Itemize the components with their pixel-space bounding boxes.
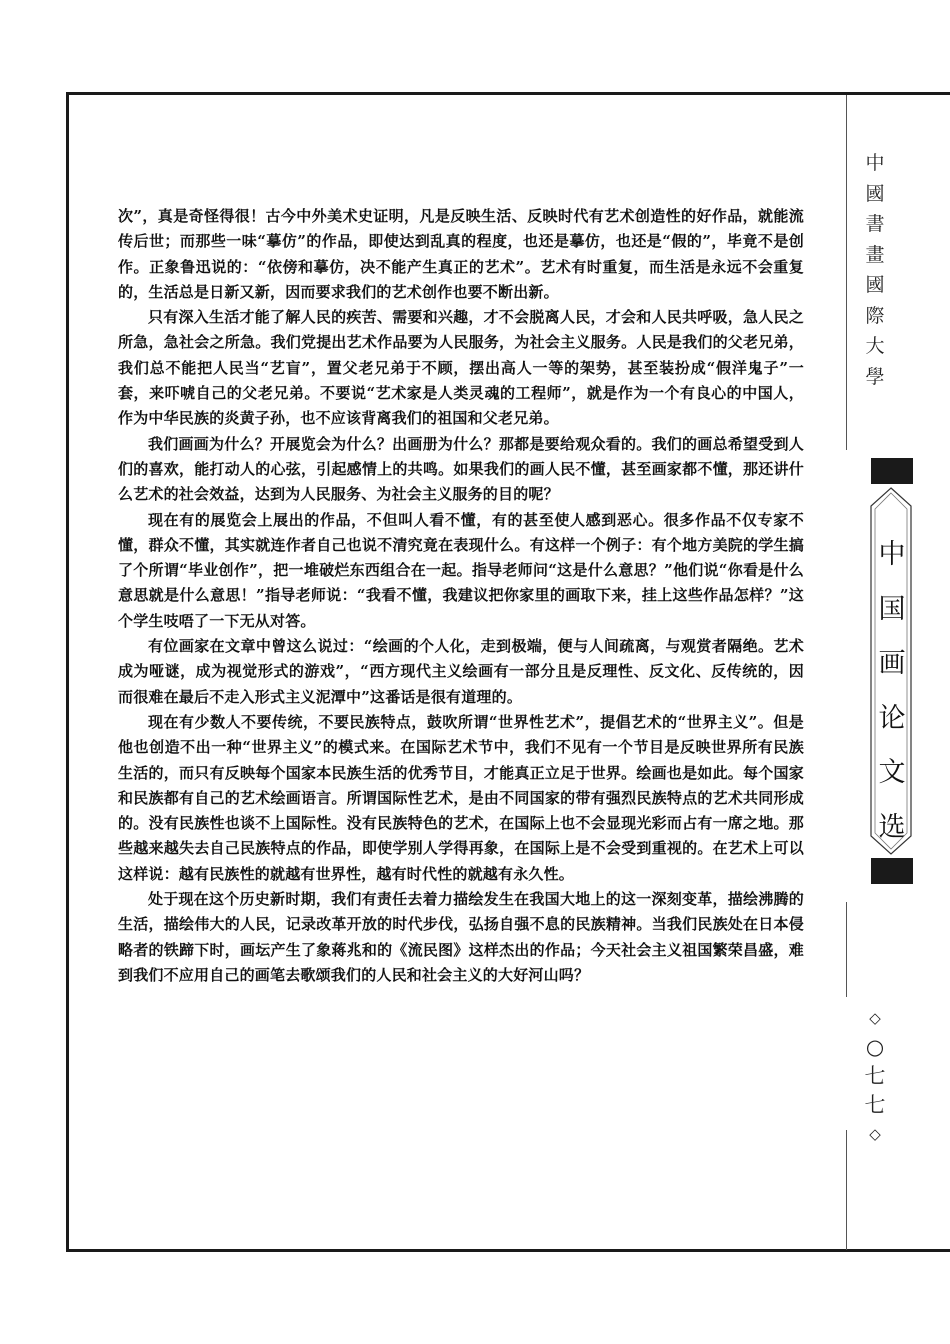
side-header-char: 中 bbox=[865, 152, 885, 174]
diamond-ornament-icon: ◇ bbox=[869, 1009, 881, 1027]
side-header-char: 國 bbox=[865, 274, 885, 296]
book-title-char: 中 bbox=[878, 539, 906, 570]
side-header-char: 書 bbox=[865, 213, 885, 235]
side-divider-line bbox=[846, 1130, 847, 1250]
book-title-char: 国 bbox=[878, 593, 906, 625]
page-number bbox=[862, 1004, 888, 1149]
side-header-university bbox=[862, 148, 888, 392]
page-number-char: ○ bbox=[865, 1035, 885, 1059]
cartouche-top-band bbox=[871, 458, 913, 484]
body-paragraph: 处于现在这个历史新时期，我们有责任去着力描绘发生在我国大地上的这一深刻变革，描绘沸腾的生活，描绘伟大的人民，记录改革开放的时代步伐，弘扬自强不息的民族精神。当我们民族处在日本侵略者的铁蹄下时，画坛产生了象蒋兆和的《流民图》这样杰出的作品；今天社会主义祖国繁荣昌盛，难到我们不应用自己的画笔去歌颂我们的人民和社会主义的大好河山吗？ bbox=[118, 890, 804, 984]
body-paragraph: 现在有的展览会上展出的作品，不但叫人看不懂，有的甚至使人感到恶心。很多作品不仅专家不懂，群众不懂，其实就连作者自己也说不清究竟在表现什么。有这样一个例子：有个地方美院的学生搞了个所谓“毕业创作”，把一堆破烂东西组合在一起。指导老师问“这是什么意思？”他们说“你看是什么意思就是什么意思！”指导老师说：“我看不懂，我建议把你家里的画取下来，挂上这些作品怎样？”这个学生吱唔了一下无从对答。 bbox=[118, 510, 804, 630]
book-title-char: 选 bbox=[878, 811, 906, 843]
book-title-char: 画 bbox=[878, 648, 906, 679]
side-divider-line bbox=[846, 95, 847, 450]
side-header-char: 畫 bbox=[865, 243, 885, 266]
page-number-char: 七 bbox=[864, 1064, 886, 1088]
frame-top-border bbox=[66, 92, 950, 95]
diamond-ornament-icon: ◇ bbox=[869, 1125, 881, 1143]
body-paragraph: 次”，真是奇怪得很！古今中外美术史证明，凡是反映生活、反映时代有艺术创造性的好作品，就能流传后世；而那些一味“摹仿”的作品，即使达到乱真的程度，也还是摹仿，也还是“假的”，毕竟不是创作。正象鲁迅说的：“依傍和摹仿，决不能产生真正的艺术”。艺术有时重复，而生活是永远不会重复的，生活总是日新又新，因而要求我们的艺术创作也要不断出新。 bbox=[118, 207, 804, 301]
book-title-char: 文 bbox=[878, 757, 906, 788]
side-header-char: 大 bbox=[865, 335, 885, 357]
body-paragraph: 只有深入生活才能了解人民的疾苦、需要和兴趣，才不会脱离人民，才会和人民共呼吸，急人民之所急，急社会之所急。我们党提出艺术作品要为人民服务，为社会主义服务。人民是我们的父老兄弟，我们总不能把人民当“艺盲”，置父老兄弟于不顾，摆出高人一等的架势，甚至装扮成“假洋鬼子”一套，来吓唬自己的父老兄弟。不要说“艺术家是人类灵魂的工程师”，就是作为一个有良心的中国人，作为中华民族的炎黄子孙，也不应该背离我们的祖国和父老兄弟。 bbox=[118, 308, 804, 428]
book-title-char: 论 bbox=[878, 702, 906, 734]
book-title bbox=[871, 528, 913, 855]
side-header-char: 學 bbox=[865, 365, 885, 388]
cartouche-bottom-band bbox=[871, 858, 913, 884]
body-paragraph: 我们画画为什么？开展览会为什么？出画册为什么？那都是要给观众看的。我们的画总希望受到人们的喜欢，能打动人的心弦，引起感情上的共鸣。如果我们的画人民不懂，甚至画家都不懂，那还讲什么艺术的社会效益，达到为人民服务、为社会主义服务的目的呢？ bbox=[118, 434, 804, 504]
frame-left-border bbox=[66, 92, 69, 1252]
body-text bbox=[118, 204, 804, 988]
side-header-char: 際 bbox=[865, 304, 885, 327]
side-header-char: 國 bbox=[865, 182, 885, 205]
frame-bottom-border bbox=[66, 1249, 950, 1252]
page-number-char: 七 bbox=[864, 1093, 886, 1117]
body-paragraph: 有位画家在文章中曾这么说过：“绘画的个人化，走到极端，便与人间疏离，与观赏者隔绝。艺术成为哑谜，成为视觉形式的游戏”，“西方现代主义绘画有一部分且是反理性、反文化、反传统的，因而很难在最后不走入形式主义泥潭中”这番话是很有道理的。 bbox=[118, 637, 804, 706]
side-divider-line bbox=[846, 902, 847, 997]
body-paragraph: 现在有少数人不要传统，不要民族特点，鼓吹所谓“世界性艺术”，提倡艺术的“世界主义”。但是他也创造不出一种“世界主义”的模式来。在国际艺术节中，我们不见有一个节目是反映世界所有民族生活的，而只有反映每个国家本民族生活的优秀节目，才能真正立足于世界。绘画也是如此。每个国家和民族都有自己的艺术绘画语言。所谓国际性艺术，是由不同国家的带有强烈民族特点的艺术共同形成的。没有民族性也谈不上国际性。没有民族特色的艺术，在国际上也不会显现光彩而占有一席之地。那些越来越失去自己民族特点的作品，即使学别人学得再象，在国际上是不会受到重视的。在艺术上可以这样说：越有民族性的就越有世界性，越有时代性的就越有永久性。 bbox=[118, 712, 804, 883]
